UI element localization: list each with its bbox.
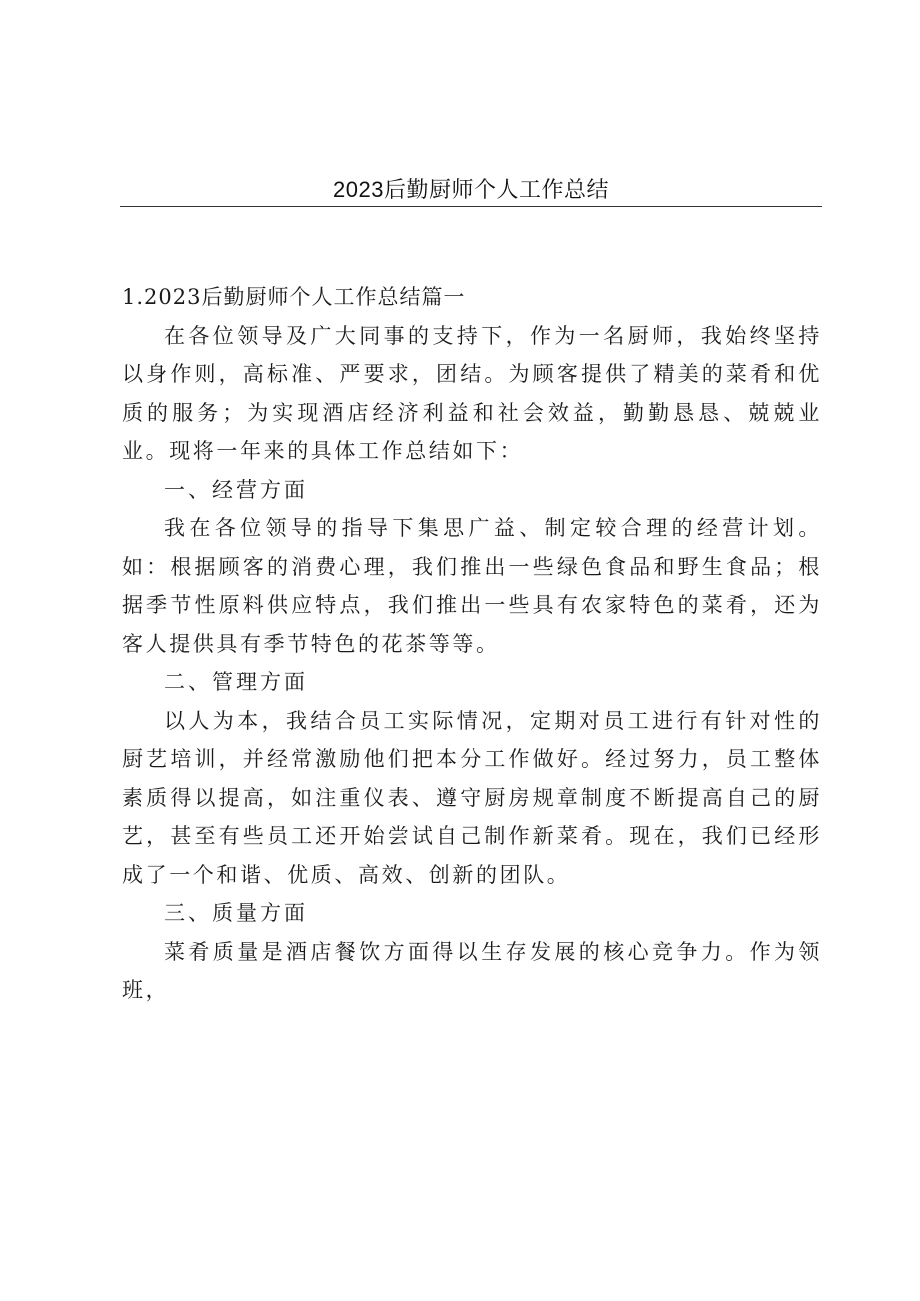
document-body [122,278,822,1010]
subheading-operations: 一、经营方面 [164,477,308,502]
section-heading: 1.2023后勤厨师个人工作总结篇一 [122,285,466,309]
subheading-quality: 三、质量方面 [164,901,308,925]
document-title: 2023后勤厨师个人工作总结 [333,177,609,202]
paragraph-management: 以人为本，我结合员工实际情况，定期对员工进行有针对性的厨艺培训，并经常激励他们把本分工作做好。经过努力，员工整体素质得以提高，如注重仪表、遵守厨房规章制度不断提高自己的厨艺，甚至有些员工还开始尝试自己制作新菜肴。现在，我们已经形成了一个和谐、优质、高效、创新的团队。 [122,708,822,887]
paragraph-operations: 我在各位领导的指导下集思广益、制定较合理的经营计划。如：根据顾客的消费心理，我们推出一些绿色食品和野生食品；根据季节性原料供应特点，我们推出一些具有农家特色的菜肴，还为客人提供具有季节特色的花茶等等。 [122,516,822,656]
subheading-management: 二、管理方面 [164,670,308,694]
title-underline [120,206,822,207]
paragraph-quality: 菜肴质量是酒店餐饮方面得以生存发展的核心竞争力。作为领班， [122,939,822,1002]
paragraph-intro: 在各位领导及广大同事的支持下，作为一名厨师，我始终坚持以身作则，高标准、严要求，团结。为顾客提供了精美的菜肴和优质的服务；为实现酒店经济利益和社会效益，勤勤恳恳、兢兢业业。现将一年来的具体工作总结如下： [122,323,822,463]
